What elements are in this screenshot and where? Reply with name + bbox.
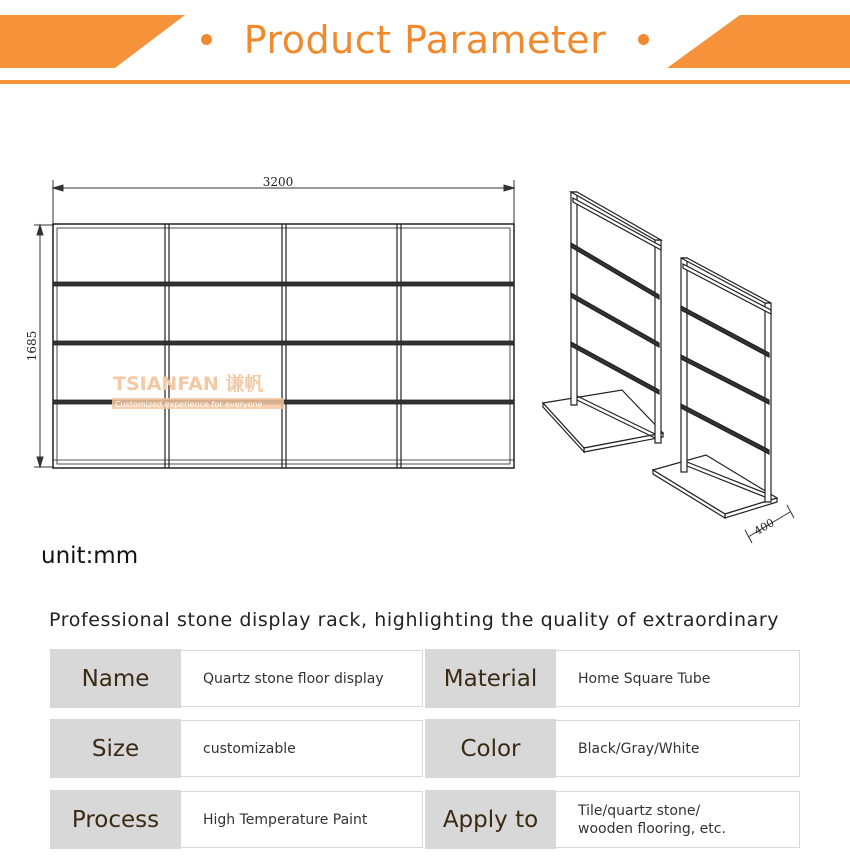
header-banner [0,0,850,90]
param-label: Color [425,719,556,778]
title-bullet-right [638,34,649,45]
page-title-text: Product Parameter [243,18,607,62]
unit-label: unit:mm [41,543,139,569]
perspective-rack-small [653,258,777,518]
param-row [50,790,800,849]
watermark-brand: TSIANFAN 谦帆 [113,373,264,395]
param-label: Name [50,649,181,708]
rack-drawing [0,100,850,560]
param-value: Black/Gray/White [556,720,800,777]
title-bullet-left [201,34,212,45]
front-elevation [53,224,514,468]
param-value: Tile/quartz stone/ wooden flooring, etc. [556,791,800,848]
depth-label: 400 [751,516,777,538]
page-title [0,18,850,62]
param-value: Quartz stone floor display [181,650,423,707]
width-label: 3200 [262,175,294,189]
banner-underline [0,80,850,84]
param-label: Size [50,719,181,778]
param-row [50,719,800,778]
technical-drawing [0,100,850,560]
height-label: 1685 [25,330,39,362]
watermark-slogan: Customized experience for everyone [115,400,263,409]
tagline: Professional stone display rack, highlighting the quality of extraordinary [49,609,780,631]
param-value: High Temperature Paint [181,791,423,848]
param-value: Home Square Tube [556,650,800,707]
param-row [50,649,800,708]
param-label: Apply to [425,790,556,849]
param-label: Material [425,649,556,708]
param-label: Process [50,790,181,849]
param-value: customizable [181,720,423,777]
perspective-rack-large [543,192,663,452]
